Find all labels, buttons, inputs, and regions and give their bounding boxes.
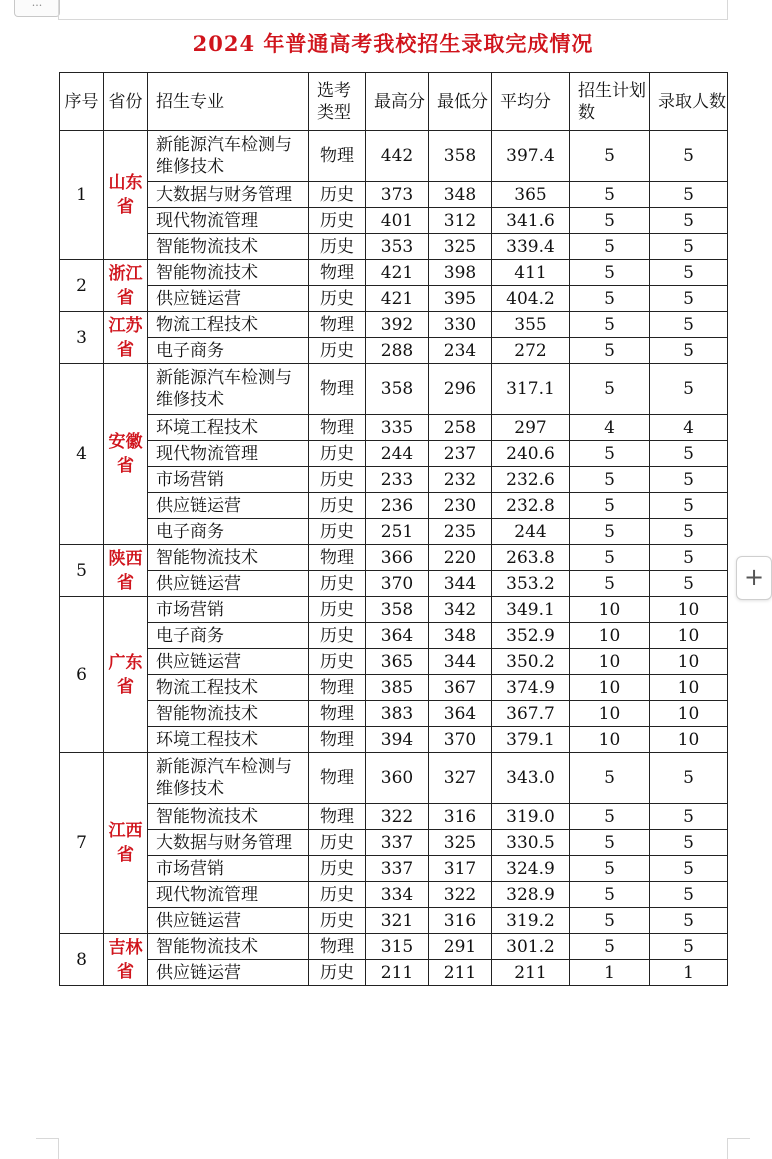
- table-row: [60, 882, 728, 908]
- avg-cell: 272: [492, 338, 570, 364]
- min-cell: 330: [429, 312, 492, 338]
- min-cell: 234: [429, 338, 492, 364]
- type-cell: 历史: [309, 208, 366, 234]
- table-row: [60, 701, 728, 727]
- max-cell: 442: [366, 131, 429, 182]
- major-cell: 物流工程技术: [148, 312, 309, 338]
- admitted-cell: 5: [650, 882, 728, 908]
- province-cell: 吉林省: [104, 934, 148, 986]
- avg-cell: 349.1: [492, 597, 570, 623]
- seq-cell: 5: [60, 545, 104, 597]
- table-row: [60, 338, 728, 364]
- admitted-cell: 5: [650, 441, 728, 467]
- table-row: [60, 312, 728, 338]
- major-cell: 智能物流技术: [148, 701, 309, 727]
- plan-cell: 5: [570, 519, 650, 545]
- plan-cell: 5: [570, 493, 650, 519]
- table-row: [60, 571, 728, 597]
- plan-cell: 5: [570, 312, 650, 338]
- type-cell: 物理: [309, 727, 366, 753]
- type-cell: 历史: [309, 649, 366, 675]
- min-cell: 258: [429, 415, 492, 441]
- major-cell: 新能源汽车检测与维修技术: [148, 364, 309, 415]
- type-cell: 物理: [309, 131, 366, 182]
- admitted-cell: 5: [650, 208, 728, 234]
- max-cell: 211: [366, 960, 429, 986]
- min-cell: 395: [429, 286, 492, 312]
- plan-cell: 5: [570, 286, 650, 312]
- admitted-cell: 5: [650, 338, 728, 364]
- major-cell: 智能物流技术: [148, 545, 309, 571]
- type-cell: 物理: [309, 312, 366, 338]
- admitted-cell: 5: [650, 804, 728, 830]
- max-cell: 373: [366, 182, 429, 208]
- avg-cell: 397.4: [492, 131, 570, 182]
- type-cell: 物理: [309, 701, 366, 727]
- plan-cell: 4: [570, 415, 650, 441]
- plan-cell: 5: [570, 934, 650, 960]
- table-row: [60, 727, 728, 753]
- table-row: [60, 804, 728, 830]
- plan-cell: 10: [570, 597, 650, 623]
- avg-cell: 301.2: [492, 934, 570, 960]
- min-cell: 358: [429, 131, 492, 182]
- table-row: [60, 934, 728, 960]
- avg-cell: 355: [492, 312, 570, 338]
- plan-cell: 10: [570, 623, 650, 649]
- avg-cell: 324.9: [492, 856, 570, 882]
- major-cell: 环境工程技术: [148, 415, 309, 441]
- plan-cell: 5: [570, 571, 650, 597]
- avg-cell: 240.6: [492, 441, 570, 467]
- table-row: [60, 675, 728, 701]
- avg-cell: 317.1: [492, 364, 570, 415]
- type-cell: 物理: [309, 934, 366, 960]
- major-cell: 智能物流技术: [148, 804, 309, 830]
- plan-cell: 5: [570, 182, 650, 208]
- min-cell: 296: [429, 364, 492, 415]
- plan-cell: 5: [570, 338, 650, 364]
- avg-cell: 404.2: [492, 286, 570, 312]
- admitted-cell: 5: [650, 545, 728, 571]
- admitted-cell: 5: [650, 234, 728, 260]
- avg-cell: 367.7: [492, 701, 570, 727]
- major-cell: 供应链运营: [148, 493, 309, 519]
- plan-cell: 5: [570, 882, 650, 908]
- table-row: [60, 649, 728, 675]
- table-row: [60, 856, 728, 882]
- avg-cell: 341.6: [492, 208, 570, 234]
- header-min: 最低分: [429, 73, 492, 131]
- page-title: 2024 年普通高考我校招生录取完成情况: [192, 31, 594, 56]
- avg-cell: 319.0: [492, 804, 570, 830]
- type-cell: 历史: [309, 519, 366, 545]
- table-row: [60, 960, 728, 986]
- avg-cell: 263.8: [492, 545, 570, 571]
- plan-cell: 5: [570, 753, 650, 804]
- avg-cell: 374.9: [492, 675, 570, 701]
- type-cell: 历史: [309, 830, 366, 856]
- type-cell: 历史: [309, 908, 366, 934]
- max-cell: 251: [366, 519, 429, 545]
- province-cell: 江苏省: [104, 312, 148, 364]
- table-row: [60, 467, 728, 493]
- avg-cell: 211: [492, 960, 570, 986]
- min-cell: 325: [429, 234, 492, 260]
- avg-cell: 353.2: [492, 571, 570, 597]
- province-cell: 浙江省: [104, 260, 148, 312]
- plan-cell: 5: [570, 441, 650, 467]
- min-cell: 344: [429, 571, 492, 597]
- admitted-cell: 10: [650, 727, 728, 753]
- min-cell: 370: [429, 727, 492, 753]
- min-cell: 220: [429, 545, 492, 571]
- avg-cell: 330.5: [492, 830, 570, 856]
- table-row: [60, 260, 728, 286]
- major-cell: 环境工程技术: [148, 727, 309, 753]
- min-cell: 327: [429, 753, 492, 804]
- province-cell: 安徽省: [104, 364, 148, 545]
- min-cell: 237: [429, 441, 492, 467]
- admitted-cell: 5: [650, 830, 728, 856]
- major-cell: 供应链运营: [148, 908, 309, 934]
- avg-cell: 232.6: [492, 467, 570, 493]
- min-cell: 211: [429, 960, 492, 986]
- admitted-cell: 10: [650, 649, 728, 675]
- major-cell: 大数据与财务管理: [148, 830, 309, 856]
- type-cell: 历史: [309, 182, 366, 208]
- plus-icon[interactable]: +: [736, 556, 772, 600]
- header-province: 省份: [104, 73, 148, 131]
- avg-cell: 343.0: [492, 753, 570, 804]
- header-avg: 平均分: [492, 73, 570, 131]
- avg-cell: 232.8: [492, 493, 570, 519]
- min-cell: 322: [429, 882, 492, 908]
- plan-cell: 5: [570, 260, 650, 286]
- max-cell: 370: [366, 571, 429, 597]
- plan-cell: 5: [570, 131, 650, 182]
- max-cell: 421: [366, 260, 429, 286]
- min-cell: 348: [429, 182, 492, 208]
- table-row: [60, 364, 728, 415]
- major-cell: 供应链运营: [148, 571, 309, 597]
- admitted-cell: 5: [650, 286, 728, 312]
- avg-cell: 297: [492, 415, 570, 441]
- table-row: [60, 545, 728, 571]
- admitted-cell: 10: [650, 623, 728, 649]
- table-row: [60, 908, 728, 934]
- min-cell: 235: [429, 519, 492, 545]
- avg-cell: 365: [492, 182, 570, 208]
- avg-cell: 411: [492, 260, 570, 286]
- header-admitted: 录取人数: [650, 73, 728, 131]
- major-cell: 电子商务: [148, 338, 309, 364]
- major-cell: 市场营销: [148, 467, 309, 493]
- type-cell: 物理: [309, 804, 366, 830]
- admitted-cell: 5: [650, 312, 728, 338]
- max-cell: 337: [366, 856, 429, 882]
- type-cell: 物理: [309, 260, 366, 286]
- avg-cell: 319.2: [492, 908, 570, 934]
- min-cell: 342: [429, 597, 492, 623]
- header-plan: 招生计划数: [570, 73, 650, 131]
- admitted-cell: 10: [650, 597, 728, 623]
- table-row: [60, 182, 728, 208]
- admitted-cell: 5: [650, 182, 728, 208]
- min-cell: 325: [429, 830, 492, 856]
- max-cell: 358: [366, 597, 429, 623]
- admitted-cell: 5: [650, 260, 728, 286]
- type-cell: 历史: [309, 960, 366, 986]
- max-cell: 244: [366, 441, 429, 467]
- major-cell: 现代物流管理: [148, 441, 309, 467]
- min-cell: 398: [429, 260, 492, 286]
- max-cell: 383: [366, 701, 429, 727]
- table-row: [60, 753, 728, 804]
- admitted-cell: 5: [650, 467, 728, 493]
- major-cell: 供应链运营: [148, 960, 309, 986]
- type-cell: 历史: [309, 882, 366, 908]
- ellipsis-icon[interactable]: ···: [14, 0, 60, 17]
- major-cell: 现代物流管理: [148, 882, 309, 908]
- plan-cell: 5: [570, 804, 650, 830]
- plan-cell: 5: [570, 234, 650, 260]
- admission-table: [59, 72, 728, 986]
- admitted-cell: 5: [650, 856, 728, 882]
- type-cell: 物理: [309, 364, 366, 415]
- max-cell: 321: [366, 908, 429, 934]
- page-margin-guide: [727, 1138, 728, 1159]
- min-cell: 316: [429, 804, 492, 830]
- major-cell: 智能物流技术: [148, 260, 309, 286]
- min-cell: 291: [429, 934, 492, 960]
- admitted-cell: 5: [650, 753, 728, 804]
- avg-cell: 244: [492, 519, 570, 545]
- province-cell: 江西省: [104, 753, 148, 934]
- plan-cell: 10: [570, 675, 650, 701]
- plan-cell: 5: [570, 208, 650, 234]
- table-row: [60, 208, 728, 234]
- table-row: [60, 830, 728, 856]
- plan-cell: 10: [570, 701, 650, 727]
- max-cell: 392: [366, 312, 429, 338]
- max-cell: 358: [366, 364, 429, 415]
- admitted-cell: 10: [650, 675, 728, 701]
- admitted-cell: 5: [650, 934, 728, 960]
- table-row: [60, 415, 728, 441]
- header-seq: 序号: [60, 73, 104, 131]
- header-row: [60, 73, 728, 131]
- table-row: [60, 286, 728, 312]
- major-cell: 智能物流技术: [148, 234, 309, 260]
- max-cell: 315: [366, 934, 429, 960]
- type-cell: 历史: [309, 338, 366, 364]
- plan-cell: 5: [570, 545, 650, 571]
- plan-cell: 10: [570, 649, 650, 675]
- type-cell: 物理: [309, 415, 366, 441]
- avg-cell: 339.4: [492, 234, 570, 260]
- max-cell: 385: [366, 675, 429, 701]
- header-major: 招生专业: [148, 73, 309, 131]
- plan-cell: 5: [570, 908, 650, 934]
- plan-cell: 10: [570, 727, 650, 753]
- admitted-cell: 10: [650, 701, 728, 727]
- avg-cell: 379.1: [492, 727, 570, 753]
- page-margin-guide: [727, 0, 728, 20]
- page-margin-guide: [728, 1138, 750, 1139]
- major-cell: 现代物流管理: [148, 208, 309, 234]
- page-margin-guide: [58, 19, 728, 20]
- major-cell: 智能物流技术: [148, 934, 309, 960]
- type-cell: 历史: [309, 623, 366, 649]
- max-cell: 322: [366, 804, 429, 830]
- max-cell: 365: [366, 649, 429, 675]
- major-cell: 物流工程技术: [148, 675, 309, 701]
- table-row: [60, 623, 728, 649]
- min-cell: 367: [429, 675, 492, 701]
- max-cell: 233: [366, 467, 429, 493]
- page-margin-guide: [58, 0, 59, 20]
- max-cell: 335: [366, 415, 429, 441]
- table-row: [60, 234, 728, 260]
- admitted-cell: 5: [650, 493, 728, 519]
- major-cell: 市场营销: [148, 856, 309, 882]
- major-cell: 供应链运营: [148, 649, 309, 675]
- major-cell: 新能源汽车检测与维修技术: [148, 753, 309, 804]
- max-cell: 334: [366, 882, 429, 908]
- table-row: [60, 493, 728, 519]
- type-cell: 历史: [309, 856, 366, 882]
- header-max: 最高分: [366, 73, 429, 131]
- plan-cell: 1: [570, 960, 650, 986]
- seq-cell: 8: [60, 934, 104, 986]
- major-cell: 市场营销: [148, 597, 309, 623]
- avg-cell: 350.2: [492, 649, 570, 675]
- max-cell: 366: [366, 545, 429, 571]
- max-cell: 353: [366, 234, 429, 260]
- admitted-cell: 5: [650, 131, 728, 182]
- min-cell: 230: [429, 493, 492, 519]
- max-cell: 364: [366, 623, 429, 649]
- plan-cell: 5: [570, 856, 650, 882]
- type-cell: 历史: [309, 597, 366, 623]
- seq-cell: 7: [60, 753, 104, 934]
- seq-cell: 2: [60, 260, 104, 312]
- major-cell: 大数据与财务管理: [148, 182, 309, 208]
- type-cell: 物理: [309, 545, 366, 571]
- max-cell: 401: [366, 208, 429, 234]
- table-row: [60, 131, 728, 182]
- province-cell: 广东省: [104, 597, 148, 753]
- type-cell: 历史: [309, 286, 366, 312]
- major-cell: 新能源汽车检测与维修技术: [148, 131, 309, 182]
- admitted-cell: 5: [650, 364, 728, 415]
- province-cell: 陕西省: [104, 545, 148, 597]
- min-cell: 317: [429, 856, 492, 882]
- province-cell: 山东省: [104, 131, 148, 260]
- avg-cell: 352.9: [492, 623, 570, 649]
- type-cell: 物理: [309, 675, 366, 701]
- min-cell: 344: [429, 649, 492, 675]
- plan-cell: 5: [570, 467, 650, 493]
- min-cell: 312: [429, 208, 492, 234]
- type-cell: 物理: [309, 753, 366, 804]
- max-cell: 421: [366, 286, 429, 312]
- admitted-cell: 1: [650, 960, 728, 986]
- page-margin-guide: [36, 1138, 58, 1139]
- major-cell: 电子商务: [148, 623, 309, 649]
- plan-cell: 5: [570, 830, 650, 856]
- max-cell: 394: [366, 727, 429, 753]
- table-row: [60, 597, 728, 623]
- header-type: 选考类型: [309, 73, 366, 131]
- page-margin-guide: [58, 1138, 59, 1159]
- admitted-cell: 5: [650, 519, 728, 545]
- seq-cell: 6: [60, 597, 104, 753]
- type-cell: 历史: [309, 493, 366, 519]
- max-cell: 288: [366, 338, 429, 364]
- seq-cell: 4: [60, 364, 104, 545]
- type-cell: 历史: [309, 467, 366, 493]
- table-row: [60, 441, 728, 467]
- admitted-cell: 5: [650, 571, 728, 597]
- type-cell: 历史: [309, 234, 366, 260]
- seq-cell: 1: [60, 131, 104, 260]
- table-row: [60, 519, 728, 545]
- avg-cell: 328.9: [492, 882, 570, 908]
- type-cell: 历史: [309, 571, 366, 597]
- seq-cell: 3: [60, 312, 104, 364]
- max-cell: 360: [366, 753, 429, 804]
- table-body: [60, 131, 728, 986]
- major-cell: 供应链运营: [148, 286, 309, 312]
- plan-cell: 5: [570, 364, 650, 415]
- max-cell: 337: [366, 830, 429, 856]
- min-cell: 232: [429, 467, 492, 493]
- major-cell: 电子商务: [148, 519, 309, 545]
- type-cell: 历史: [309, 441, 366, 467]
- min-cell: 364: [429, 701, 492, 727]
- min-cell: 316: [429, 908, 492, 934]
- admitted-cell: 5: [650, 908, 728, 934]
- min-cell: 348: [429, 623, 492, 649]
- max-cell: 236: [366, 493, 429, 519]
- admitted-cell: 4: [650, 415, 728, 441]
